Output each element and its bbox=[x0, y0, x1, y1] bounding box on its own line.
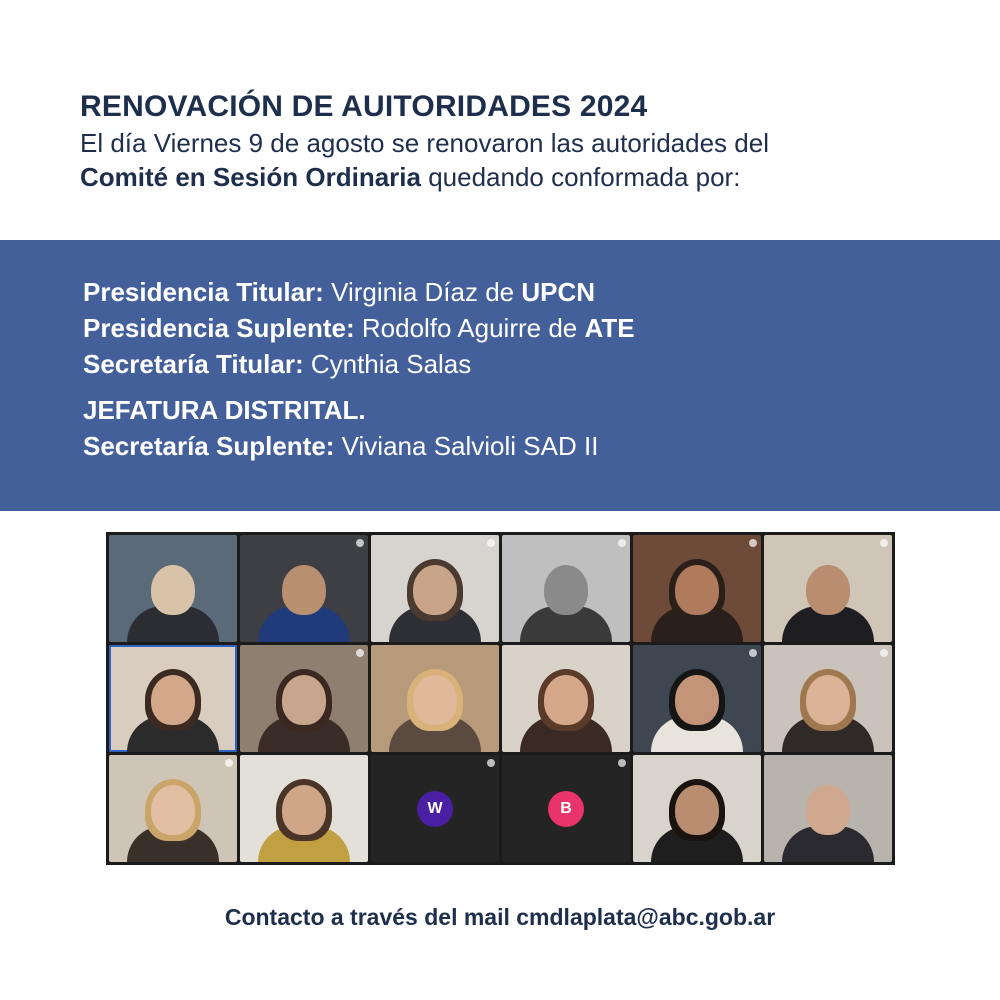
mic-icon bbox=[618, 539, 626, 547]
participant-tile bbox=[371, 535, 499, 642]
participant-face bbox=[806, 565, 850, 615]
participant-tile-no-video bbox=[502, 755, 630, 862]
jefatura-row bbox=[83, 392, 963, 428]
participant-face bbox=[151, 565, 195, 615]
participant-tile bbox=[633, 755, 761, 862]
avatar: W bbox=[417, 791, 453, 827]
header bbox=[80, 88, 960, 194]
secretaria-suplente-label: Secretaría Suplente: bbox=[83, 431, 335, 461]
contact-text: Contacto a través del mail bbox=[224, 904, 517, 930]
participant-tile bbox=[502, 645, 630, 752]
participant-face bbox=[806, 675, 850, 725]
participant-tile bbox=[764, 645, 892, 752]
secretaria-suplente-row bbox=[83, 428, 963, 464]
jefatura-label: JEFATURA DISTRITAL. bbox=[83, 395, 366, 425]
participant-face bbox=[282, 785, 326, 835]
participant-tile bbox=[240, 535, 368, 642]
participant-face bbox=[151, 785, 195, 835]
participant-tile bbox=[109, 535, 237, 642]
participant-face bbox=[544, 565, 588, 615]
secretaria-suplente-name: Viviana Salvioli SAD II bbox=[334, 431, 599, 461]
secretaria-titular-row bbox=[83, 346, 963, 382]
avatar: B bbox=[548, 791, 584, 827]
participant-tile bbox=[764, 755, 892, 862]
mic-icon bbox=[749, 539, 757, 547]
participant-face bbox=[282, 675, 326, 725]
participant-tile bbox=[633, 645, 761, 752]
participant-face bbox=[675, 785, 719, 835]
mic-icon bbox=[356, 649, 364, 657]
spacer bbox=[83, 382, 963, 392]
contact-footer bbox=[0, 904, 1000, 931]
participant-tile bbox=[240, 645, 368, 752]
participant-face bbox=[413, 565, 457, 615]
participant-face bbox=[413, 675, 457, 725]
secretaria-titular-label: Secretaría Titular: bbox=[83, 349, 304, 379]
subtitle-line-1: El día Viernes 9 de agosto se renovaron las autoridades del bbox=[80, 128, 769, 158]
presidencia-suplente-label: Presidencia Suplente: bbox=[83, 313, 355, 343]
participant-face bbox=[282, 565, 326, 615]
presidencia-titular-label: Presidencia Titular: bbox=[83, 277, 324, 307]
authorities-band bbox=[0, 240, 1000, 511]
video-call-grid bbox=[106, 532, 895, 865]
participant-tile bbox=[764, 535, 892, 642]
subtitle-line-2 bbox=[80, 160, 960, 194]
committee-name: Comité en Sesión Ordinaria bbox=[80, 162, 421, 192]
participant-face bbox=[544, 675, 588, 725]
authorities-list bbox=[83, 274, 963, 464]
participant-tile bbox=[633, 535, 761, 642]
participant-tile bbox=[240, 755, 368, 862]
presidencia-suplente-row bbox=[83, 310, 963, 346]
mic-icon bbox=[749, 649, 757, 657]
participant-face bbox=[675, 565, 719, 615]
subtitle-line-2-rest: quedando conformada por: bbox=[420, 162, 741, 192]
presidencia-titular-name: Virginia Díaz de bbox=[323, 277, 522, 307]
page-title: RENOVACIÓN DE AUITORIDADES 2024 bbox=[80, 90, 648, 123]
participant-face bbox=[806, 785, 850, 835]
contact-email-link[interactable]: cmdlaplata@abc.gob.ar bbox=[516, 904, 776, 930]
mic-icon bbox=[356, 539, 364, 547]
participant-tile bbox=[371, 645, 499, 752]
participant-tile bbox=[109, 755, 237, 862]
mic-icon bbox=[487, 759, 495, 767]
participant-face bbox=[675, 675, 719, 725]
mic-icon bbox=[880, 649, 888, 657]
participant-face bbox=[151, 675, 195, 725]
presidencia-titular-row bbox=[83, 274, 963, 310]
mic-icon bbox=[880, 539, 888, 547]
secretaria-titular-name: Cynthia Salas bbox=[303, 349, 472, 379]
participant-tile-active bbox=[109, 645, 237, 752]
presidencia-suplente-org: ATE bbox=[584, 313, 635, 343]
presidencia-titular-org: UPCN bbox=[521, 277, 596, 307]
mic-icon bbox=[487, 539, 495, 547]
mic-icon bbox=[618, 759, 626, 767]
participant-tile bbox=[502, 535, 630, 642]
mic-icon bbox=[225, 759, 233, 767]
presidencia-suplente-name: Rodolfo Aguirre de bbox=[354, 313, 585, 343]
participant-tile-no-video bbox=[371, 755, 499, 862]
